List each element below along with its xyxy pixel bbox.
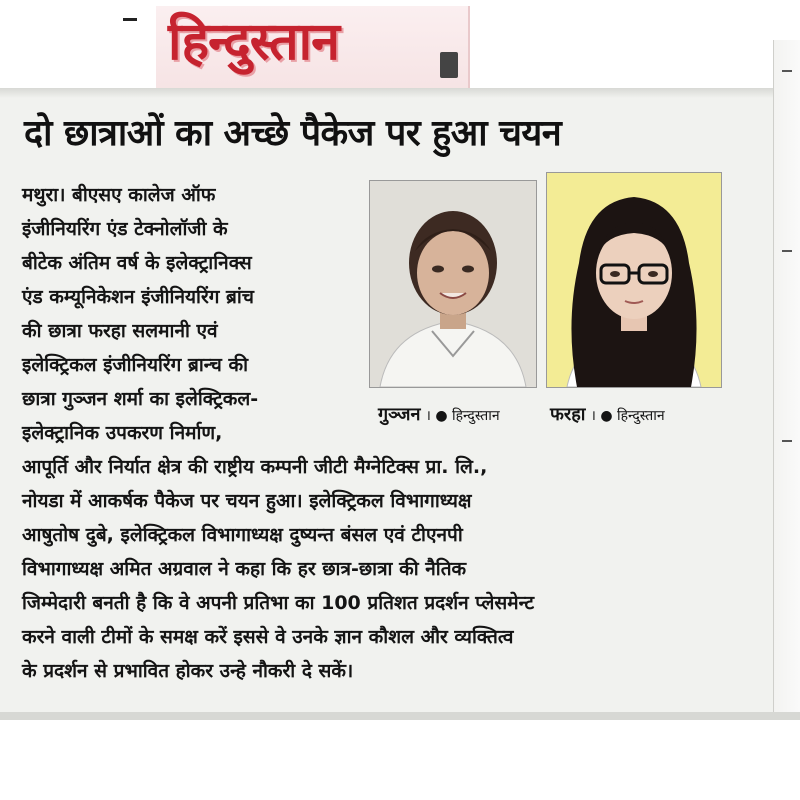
edge-mark <box>782 440 792 442</box>
body-line: नोयडा में आकर्षक पैकेज पर चयन हुआ। इलेक्ट्रिकल विभागाध्यक्ष <box>22 490 472 512</box>
student-photo-gunjan <box>369 180 537 388</box>
caption-name: गुञ्जन <box>378 404 421 425</box>
clipping-edge <box>773 40 800 720</box>
portrait-illustration <box>370 181 536 387</box>
edge-mark <box>782 70 792 72</box>
masthead-dash <box>123 18 137 21</box>
body-line: के प्रदर्शन से प्रभावित होकर उन्हे नौकरी दे सकें। <box>22 660 354 682</box>
edge-mark <box>782 250 792 252</box>
article-body-full <box>22 450 534 688</box>
caption-credit: । ● हिन्दुस्तान <box>425 408 500 424</box>
body-line: की छात्रा फरहा सलमानी एवं <box>22 320 218 342</box>
masthead-banner <box>156 6 470 92</box>
portrait-illustration <box>547 173 721 387</box>
body-line: छात्रा गुञ्जन शर्मा का इलेक्ट्रिकल- <box>22 388 259 410</box>
article-body-column <box>22 178 258 450</box>
body-line: इलेक्ट्रिकल इंजीनियरिंग ब्रान्च की <box>22 354 248 376</box>
masthead-title: हिन्दुस्तान <box>168 11 339 72</box>
caption-name: फरहा <box>550 404 586 425</box>
student-photo-farha <box>546 172 722 388</box>
body-line: इलेक्ट्रानिक उपकरण निर्माण, <box>22 422 223 444</box>
article-headline: दो छात्राओं का अच्छे पैकेज पर हुआ चयन <box>24 113 562 154</box>
photo-caption <box>378 402 500 426</box>
body-line: विभागाध्यक्ष अमित अग्रवाल ने कहा कि हर छात्र-छात्रा की नैतिक <box>22 558 467 580</box>
clipping-shadow <box>0 88 800 98</box>
body-line: इंजीनियरिंग एंड टेक्नोलॉजी के <box>22 218 228 240</box>
photo-caption <box>550 402 665 426</box>
body-line: एंड कम्यूनिकेशन इंजीनियरिंग ब्रांच <box>22 286 254 308</box>
body-line: आपूर्ति और निर्यात क्षेत्र की राष्ट्रीय कम्पनी जीटी मैग्नेटिक्स प्रा. लि., <box>22 456 488 478</box>
body-line: करने वाली टीमों के समक्ष करें इससे वे उनके ज्ञान कौशल और व्यक्तित्व <box>22 626 514 648</box>
caption-credit: । ● हिन्दुस्तान <box>590 408 665 424</box>
body-line: जिम्मेदारी बनती है कि वे अपनी प्रतिभा का 100 प्रतिशत प्रदर्शन प्लेसमेन्ट <box>22 592 535 614</box>
clipping-bottom-edge <box>0 712 800 720</box>
body-line: आषुतोष दुबे, इलेक्ट्रिकल विभागाध्यक्ष दुष्यन्त बंसल एवं टीएनपी <box>22 524 463 546</box>
body-line: मथुरा। बीएसए कालेज ऑफ <box>22 184 216 206</box>
body-line: बीटेक अंतिम वर्ष के इलेक्ट्रानिक्स <box>22 252 252 274</box>
masthead-seal-icon <box>440 52 458 78</box>
